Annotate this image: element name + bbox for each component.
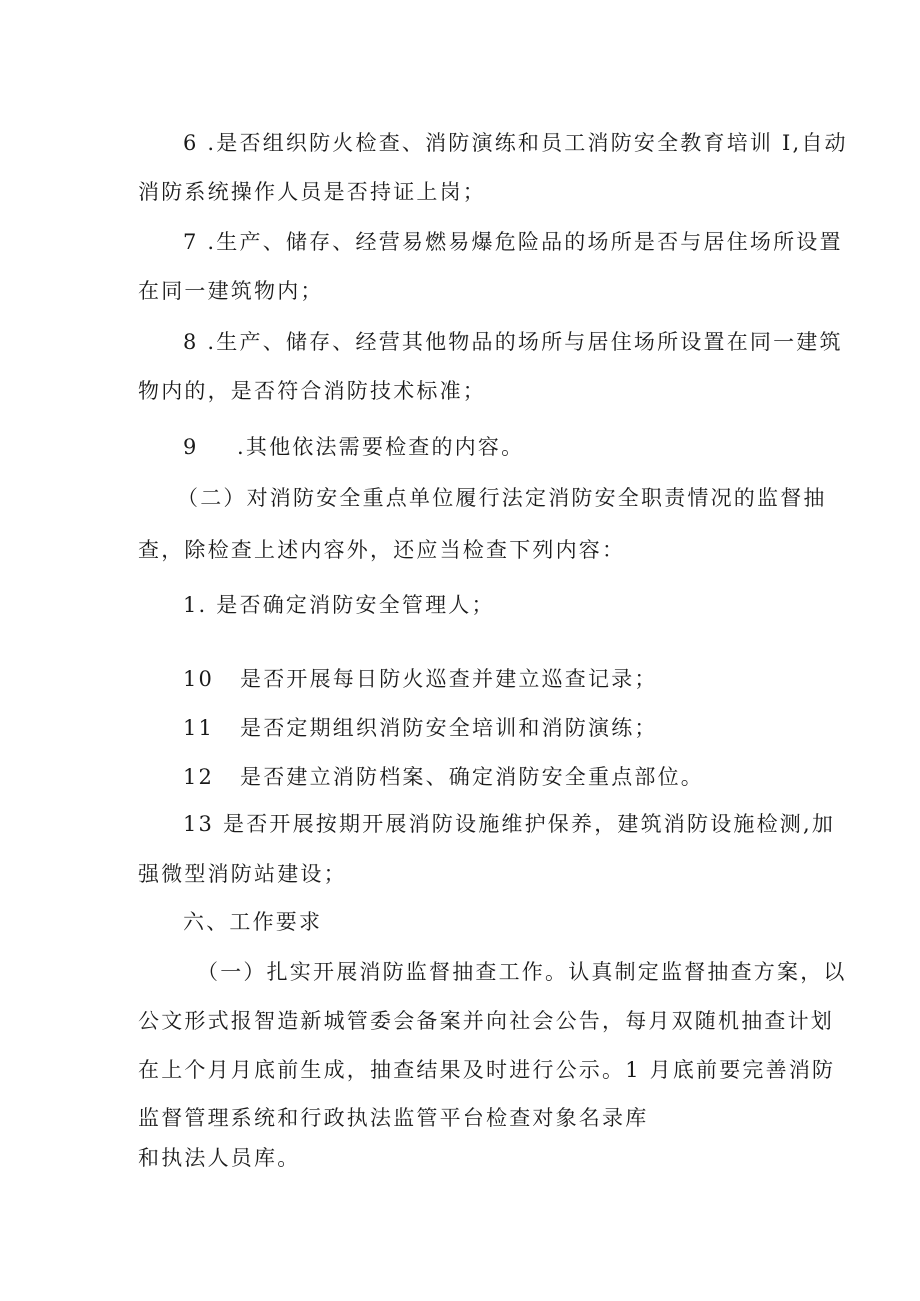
item-text: 是否开展每日防火巡查并建立巡查记录； xyxy=(240,667,658,691)
paragraph-line: 查，除检查上述内容外，还应当检查下列内容： xyxy=(138,538,626,562)
paragraph-line: 消防系统操作人员是否持证上岗； xyxy=(138,180,486,204)
item-number: 10 xyxy=(183,667,215,691)
paragraph-line: 8 .生产、储存、经营其他物品的场所与居住场所设置在同一建筑 xyxy=(183,330,843,354)
paragraph-line: 监督管理系统和行政执法监管平台检查对象名录库 xyxy=(138,1106,649,1130)
numbered-item xyxy=(183,714,658,742)
numbered-item xyxy=(183,665,658,693)
paragraph-line: 7 .生产、储存、经营易燃易爆危险品的场所是否与居住场所设置 xyxy=(183,230,843,254)
paragraph-line: 13 是否开展按期开展消防设施维护保养，建筑消防设施检测,加 xyxy=(183,812,836,836)
item-text: 是否建立消防档案、确定消防安全重点部位。 xyxy=(240,765,704,789)
item-text: .其他依法需要检查的内容。 xyxy=(237,435,525,459)
paragraph-line: 公文形式报智造新城管委会备案并向社会公告，每月双随机抽查计划 xyxy=(138,1009,834,1033)
item-text: 是否定期组织消防安全培训和消防演练； xyxy=(240,716,658,740)
paragraph-line: 在同一建筑物内； xyxy=(138,279,324,303)
paragraph-line: 物内的，是否符合消防技术标准； xyxy=(138,379,486,403)
numbered-item xyxy=(183,763,704,791)
numbered-item xyxy=(183,433,524,461)
item-number: 11 xyxy=(183,716,215,740)
paragraph-line: 强微型消防站建设； xyxy=(138,862,347,886)
paragraph-line: （一）扎实开展消防监督抽查工作。认真制定监督抽查方案，以 xyxy=(197,960,847,984)
paragraph-line: 1. 是否确定消防安全管理人； xyxy=(183,593,495,617)
paragraph-line: 在上个月月底前生成，抽查结果及时进行公示。1 月底前要完善消防 xyxy=(138,1058,836,1082)
section-heading: 六、工作要求 xyxy=(183,910,323,934)
paragraph-line: 6 .是否组织防火检查、消防演练和员工消防安全教育培训 I,自动 xyxy=(183,131,848,155)
paragraph-line: 和执法人员库。 xyxy=(138,1146,301,1170)
item-number: 12 xyxy=(183,765,215,789)
paragraph-line: （二）对消防安全重点单位履行法定消防安全职责情况的监督抽 xyxy=(177,486,827,510)
item-number: 9 xyxy=(183,435,199,459)
